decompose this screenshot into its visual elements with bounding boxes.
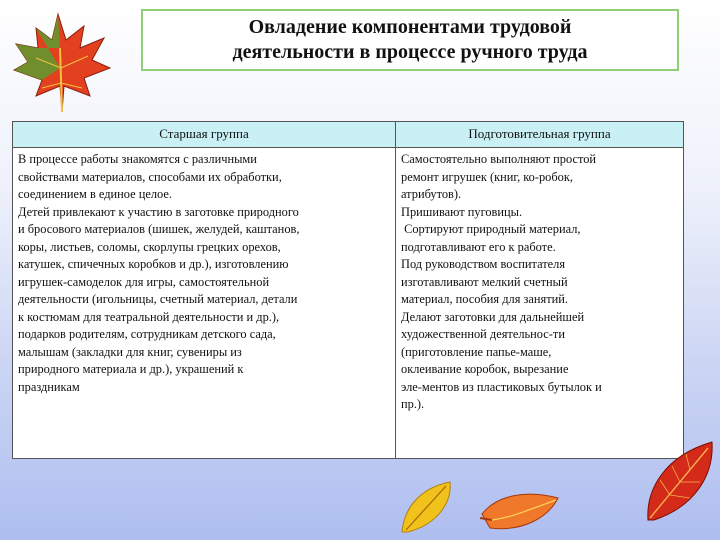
text-line: атрибутов). [401, 187, 462, 201]
text-line: Делают заготовки для дальнейшей [401, 309, 585, 324]
cell-preparatory-group [396, 148, 683, 458]
text-line: Самостоятельно выполняют простой [401, 152, 597, 166]
text-line: художественной деятельнос-ти [401, 327, 565, 341]
title-line-1: Овладение компонентами трудовой [248, 16, 572, 38]
text-line: и бросового материалов (шишек, желудей, каштанов, [18, 222, 300, 236]
cell-senior-group [13, 148, 396, 458]
maple-leaf-icon [6, 8, 118, 120]
text-line: ремонт игрушек (книг, ко-робок, [401, 169, 573, 184]
text-line: свойствами материалов, способами их обработки, [18, 169, 282, 184]
orange-leaf-icon [478, 488, 562, 536]
text-line: к костюмам для театральной деятельности и др.), [18, 309, 280, 324]
text-line: эле-ментов из пластиковых бутылок и [401, 379, 602, 394]
text-line: Сортируют природный материал, [401, 222, 581, 236]
text-line: природного материала и др.), украшений к [18, 362, 244, 376]
yellow-leaf-icon [398, 478, 460, 536]
text-line: Под руководством воспитателя [401, 257, 566, 271]
text-line: катушек, спичечных коробков и др.), изготовлению [18, 257, 289, 271]
comparison-table [12, 121, 684, 459]
title-line-2: деятельности в процессе ручного труда [232, 41, 588, 63]
text-line: коры, листьев, соломы, скорлупы грецких орехов, [18, 239, 281, 254]
page-title [232, 15, 587, 65]
text-line: игрушек-самоделок для игры, самостоятельной [18, 274, 270, 289]
red-leaf-icon [640, 440, 718, 524]
text-line: пр.). [401, 397, 425, 411]
text-line: оклеивание коробок, вырезание [401, 362, 569, 376]
text-line: подарков родителям, сотрудникам детского сада, [18, 327, 276, 341]
text-line: малышам (закладки для книг, сувениры из [18, 344, 242, 359]
header-preparatory-group: Подготовительная группа [396, 122, 683, 148]
header-senior-group: Старшая группа [13, 122, 396, 148]
text-line: Пришивают пуговицы. [401, 204, 523, 219]
title-box [141, 9, 679, 71]
text-line: деятельности (игольницы, счетный материал, детали [18, 292, 298, 306]
text-line: (приготовление папье-маше, [401, 344, 552, 359]
text-line: праздникам [18, 379, 80, 394]
text-line: материал, пособия для занятий. [401, 292, 569, 306]
text-line: В процессе работы знакомятся с различными [18, 152, 257, 166]
text-line: подготавливают его к работе. [401, 239, 556, 254]
text-line: изготавливают мелкий счетный [401, 274, 568, 289]
text-line: Детей привлекают к участию в заготовке природного [18, 204, 299, 219]
text-line: соединением в единое целое. [18, 187, 172, 201]
